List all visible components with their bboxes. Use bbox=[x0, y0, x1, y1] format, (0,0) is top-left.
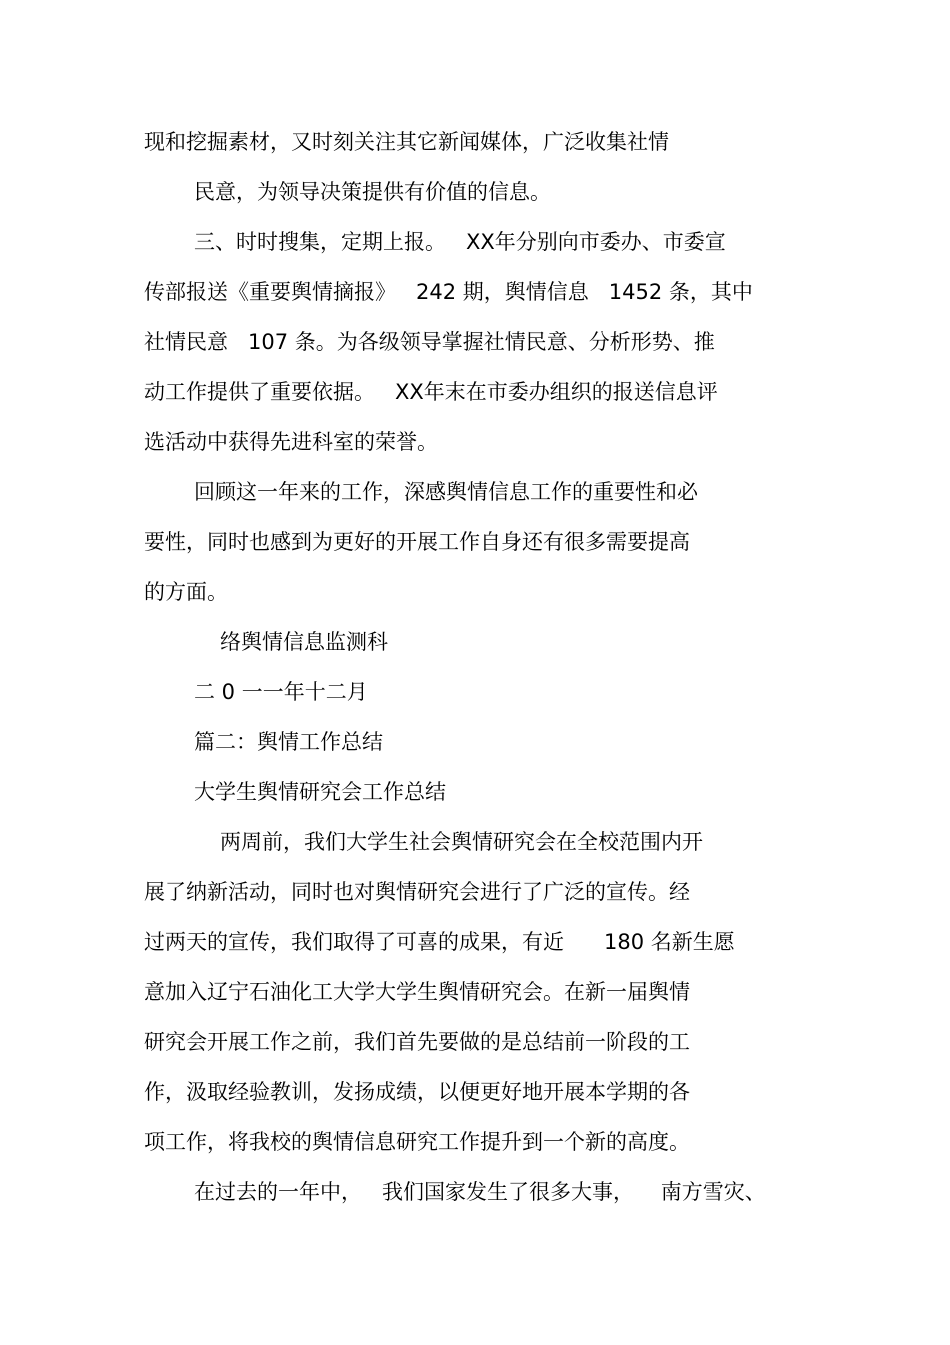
text-line: 项工作，将我校的舆情信息研究工作提升到一个新的高度。 bbox=[144, 1130, 690, 1154]
text-line: 现和挖掘素材，又时刻关注其它新闻媒体，广泛收集社情 bbox=[144, 130, 669, 154]
text-line: 民意，为领导决策提供有价值的信息。 bbox=[194, 180, 551, 204]
text-line: 选活动中获得先进科室的荣誉。 bbox=[144, 430, 438, 454]
text-line: 过两天的宣传，我们取得了可喜的成果，有近 180 名新生愿 bbox=[144, 930, 735, 954]
signature-date: 二 0 一一年十二月 bbox=[194, 680, 368, 704]
signature-department: 络舆情信息监测科 bbox=[220, 630, 388, 654]
text-line: 传部报送《重要舆情摘报》 242 期，舆情信息 1452 条，其中 bbox=[144, 280, 753, 304]
text-line: 作，汲取经验教训，发扬成绩，以便更好地开展本学期的各 bbox=[144, 1080, 690, 1104]
text-line: 两周前，我们大学生社会舆情研究会在全校范围内开 bbox=[220, 830, 703, 854]
text-line: 社情民意 107 条。为各级领导掌握社情民意、分析形势、推 bbox=[144, 330, 715, 354]
text-line: 的方面。 bbox=[144, 580, 228, 604]
section-title: 大学生舆情研究会工作总结 bbox=[194, 780, 446, 804]
text-line: 在过去的一年中， 我们国家发生了很多大事， 南方雪灾、 bbox=[194, 1180, 766, 1204]
text-line: 要性，同时也感到为更好的开展工作自身还有很多需要提高 bbox=[144, 530, 690, 554]
section-heading: 篇二：舆情工作总结 bbox=[194, 730, 383, 754]
text-line: 展了纳新活动，同时也对舆情研究会进行了广泛的宣传。经 bbox=[144, 880, 690, 904]
text-line: 三、时时搜集，定期上报。 XX年分别向市委办、市委宣 bbox=[194, 230, 726, 254]
text-line: 动工作提供了重要依据。 XX年末在市委办组织的报送信息评 bbox=[144, 380, 718, 404]
text-line: 研究会开展工作之前，我们首先要做的是总结前一阶段的工 bbox=[144, 1030, 690, 1054]
text-line: 回顾这一年来的工作，深感舆情信息工作的重要性和必 bbox=[194, 480, 698, 504]
text-line: 意加入辽宁石油化工大学大学生舆情研究会。在新一届舆情 bbox=[144, 980, 690, 1004]
